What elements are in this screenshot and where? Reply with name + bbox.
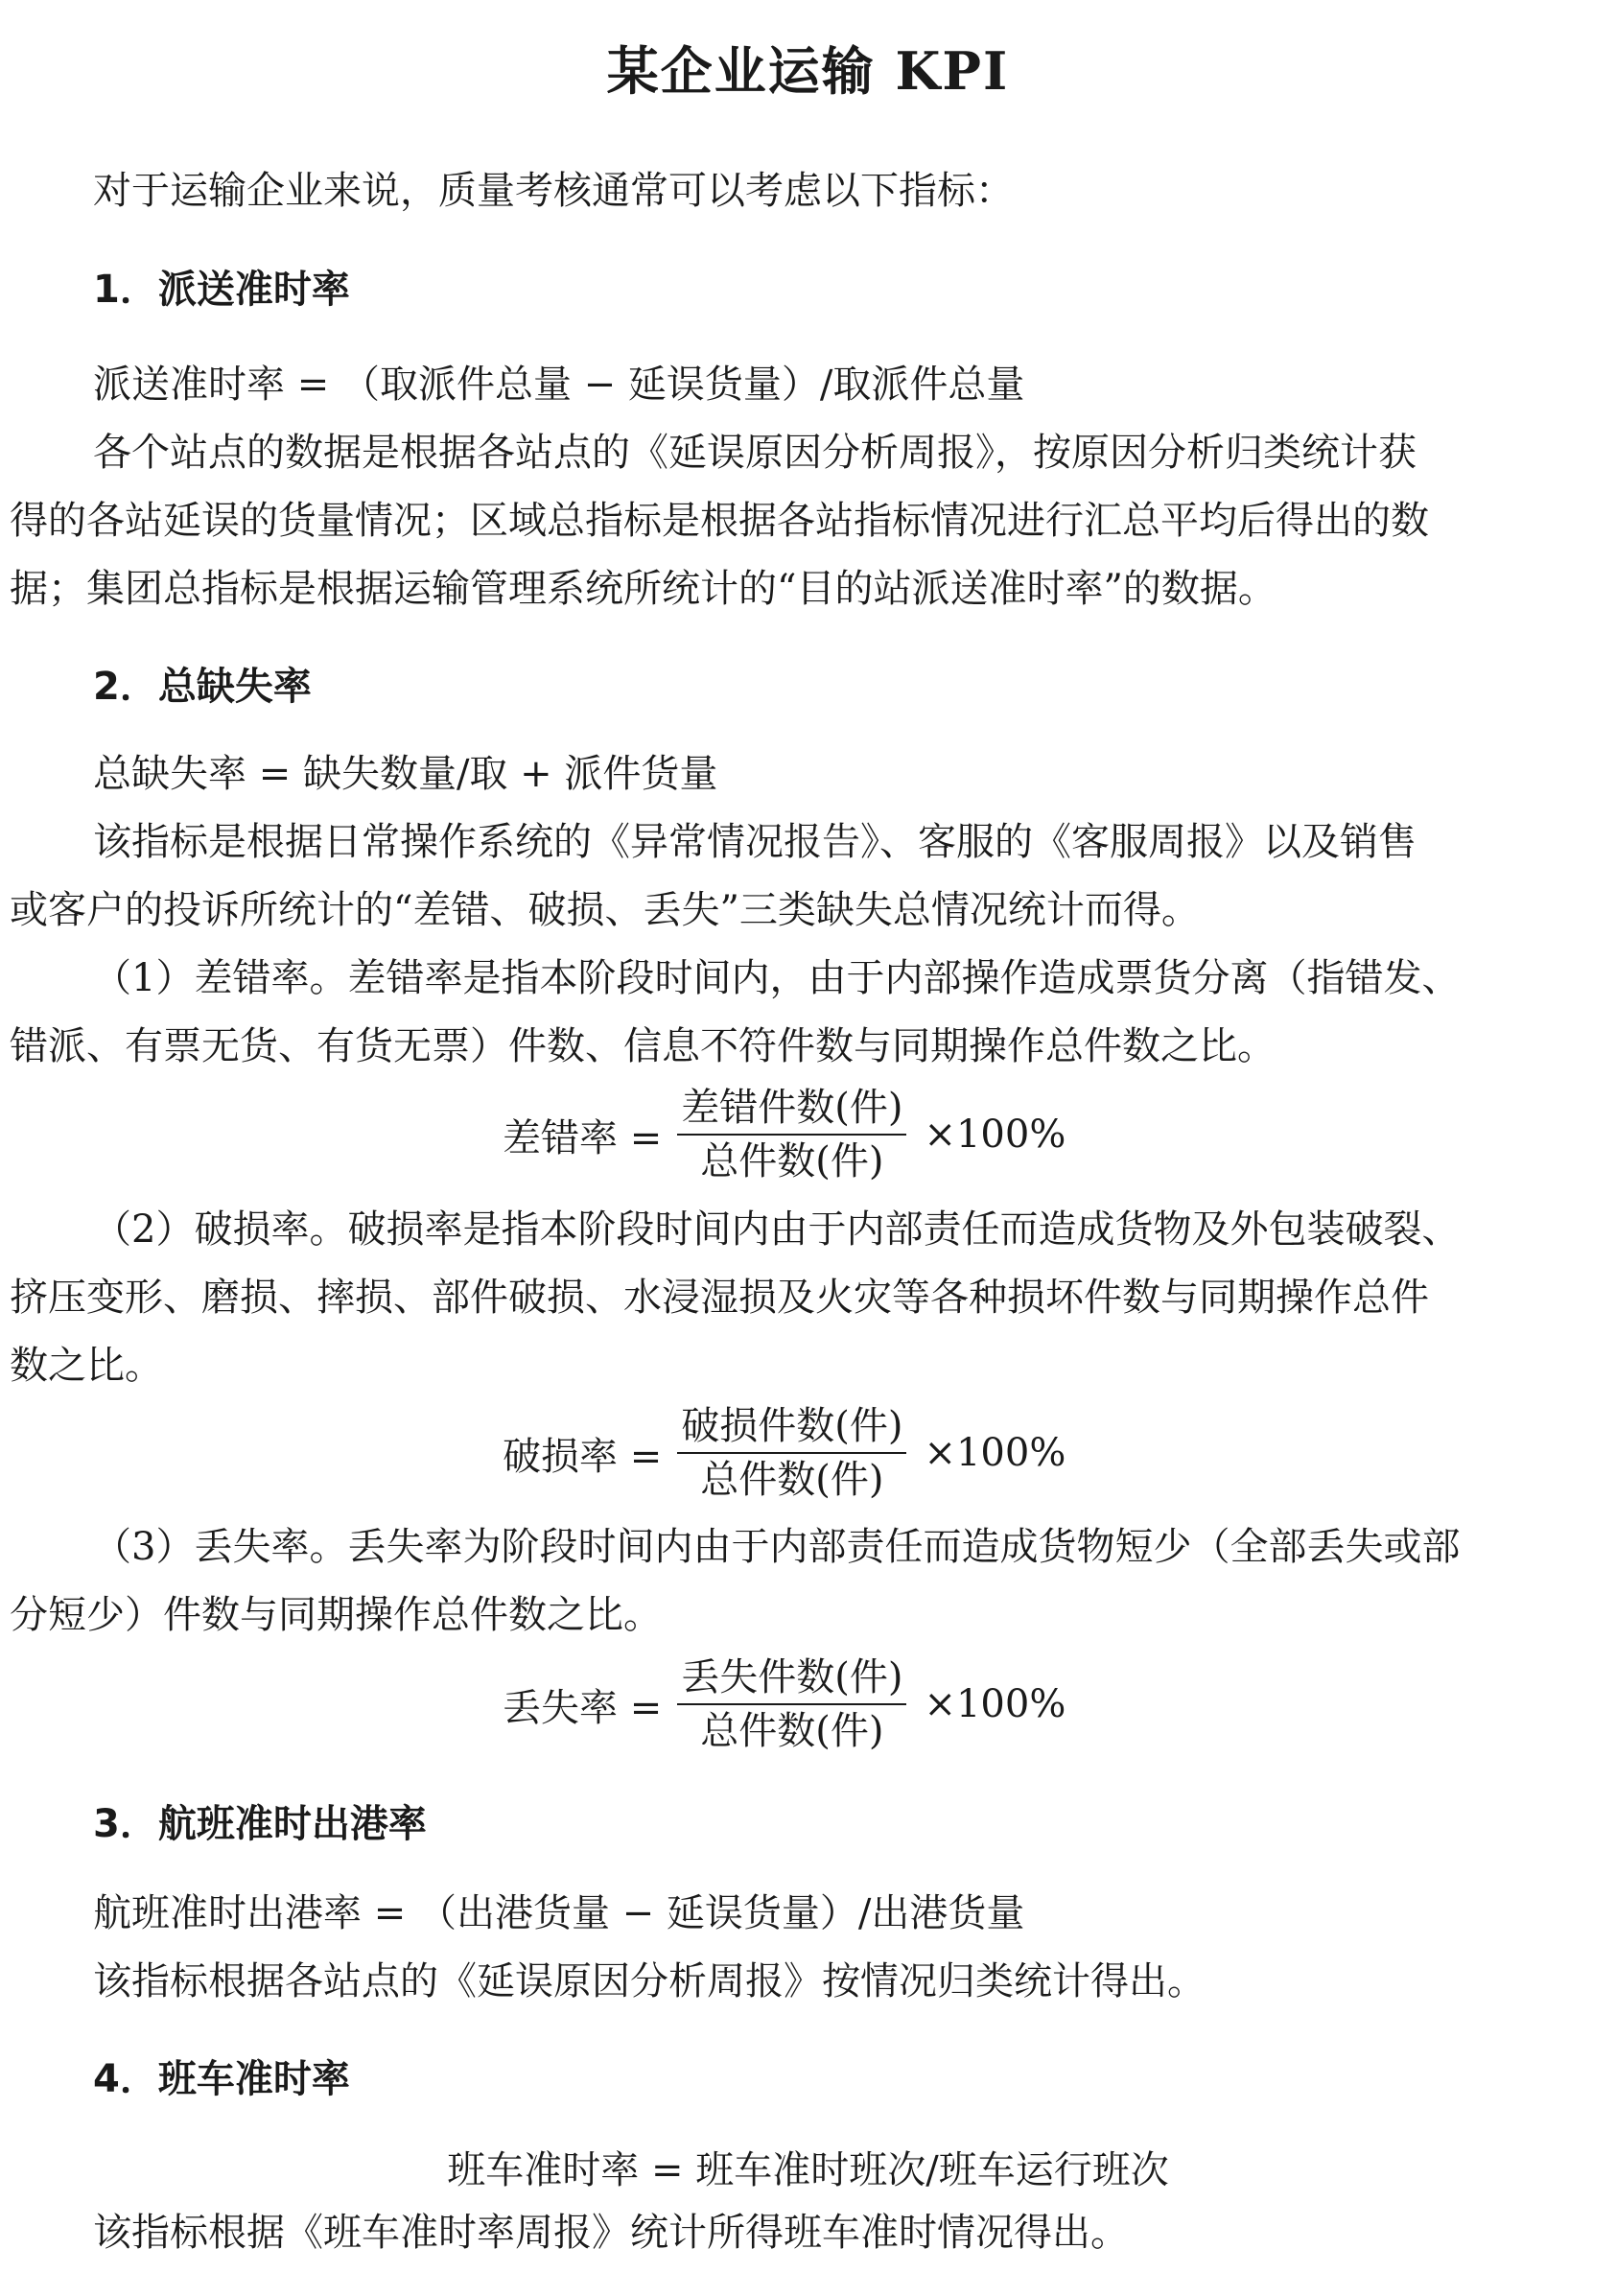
error-rate-formula bbox=[503, 1084, 1066, 1185]
error-rate-multiplier: ×100% bbox=[924, 1113, 1066, 1157]
section-3-formula: 航班准时出港率 = （出港货量 − 延误货量）∕出港货量 bbox=[93, 1891, 1025, 1935]
section-4-formula: 班车准时率 = 班车准时班次∕班车运行班次 bbox=[447, 2148, 1169, 2192]
error-rate-desc-line-2: 错派、有票无货、有货无票）件数、信息不符件数与同期操作总件数之比。 bbox=[10, 1024, 1276, 1068]
section-3-heading: 3．航班准时出港率 bbox=[93, 1802, 427, 1846]
loss-rate-denominator: 总件数(件) bbox=[700, 1709, 884, 1753]
page-title: 某企业运输 KPI bbox=[606, 40, 1010, 102]
section-4-body: 该指标根据《班车准时率周报》统计所得班车准时情况得出。 bbox=[93, 2211, 1129, 2255]
section-1-heading: 1．派送准时率 bbox=[93, 268, 350, 312]
section-1-body-line-2: 得的各站延误的货量情况；区域总指标是根据各站指标情况进行汇总平均后得出的数 bbox=[10, 499, 1429, 543]
section-2-formula: 总缺失率 = 缺失数量∕取 + 派件货量 bbox=[93, 752, 718, 796]
error-rate-formula-lhs: 差错率 = bbox=[503, 1115, 663, 1160]
damage-rate-desc-line-2: 挤压变形、磨损、摔损、部件破损、水浸湿损及火灾等各种损坏件数与同期操作总件 bbox=[10, 1276, 1429, 1320]
section-2-body-line-2: 或客户的投诉所统计的“差错、破损、丢失”三类缺失总情况统计而得。 bbox=[10, 888, 1200, 932]
section-1-body-line-1: 各个站点的数据是根据各站点的《延误原因分析周报》，按原因分析归类统计获 bbox=[93, 431, 1417, 475]
section-1-formula: 派送准时率 = （取派件总量 − 延误货量）∕取派件总量 bbox=[93, 363, 1025, 407]
loss-rate-multiplier: ×100% bbox=[924, 1682, 1066, 1726]
error-rate-desc-line-1: （1）差错率。差错率是指本阶段时间内，由于内部操作造成票货分离（指错发、 bbox=[93, 956, 1461, 1000]
section-4-heading: 4．班车准时率 bbox=[93, 2057, 350, 2101]
damage-rate-formula bbox=[503, 1402, 1066, 1504]
damage-rate-fraction bbox=[677, 1402, 906, 1504]
error-rate-denominator: 总件数(件) bbox=[700, 1139, 884, 1183]
damage-rate-numerator: 破损件数(件) bbox=[677, 1402, 906, 1454]
loss-rate-formula bbox=[503, 1653, 1066, 1755]
loss-rate-numerator: 丢失件数(件) bbox=[677, 1653, 906, 1705]
error-rate-numerator: 差错件数(件) bbox=[677, 1084, 906, 1136]
section-2-heading: 2．总缺失率 bbox=[93, 665, 312, 709]
loss-rate-fraction bbox=[677, 1653, 906, 1755]
intro-paragraph: 对于运输企业来说，质量考核通常可以考虑以下指标： bbox=[93, 169, 1014, 213]
loss-rate-desc-line-2: 分短少）件数与同期操作总件数之比。 bbox=[10, 1593, 662, 1637]
section-3-body: 该指标根据各站点的《延误原因分析周报》按情况归类统计得出。 bbox=[93, 1959, 1206, 2003]
damage-rate-multiplier: ×100% bbox=[924, 1431, 1066, 1475]
loss-rate-formula-lhs: 丢失率 = bbox=[503, 1685, 663, 1730]
damage-rate-denominator: 总件数(件) bbox=[700, 1458, 884, 1502]
damage-rate-formula-lhs: 破损率 = bbox=[503, 1434, 663, 1479]
damage-rate-desc-line-3: 数之比。 bbox=[10, 1344, 163, 1388]
damage-rate-desc-line-1: （2）破损率。破损率是指本阶段时间内由于内部责任而造成货物及外包装破裂、 bbox=[93, 1207, 1461, 1252]
loss-rate-desc-line-1: （3）丢失率。丢失率为阶段时间内由于内部责任而造成货物短少（全部丢失或部 bbox=[93, 1525, 1461, 1569]
section-2-body-line-1: 该指标是根据日常操作系统的《异常情况报告》、客服的《客服周报》以及销售 bbox=[93, 820, 1417, 864]
section-1-body-line-3: 据；集团总指标是根据运输管理系统所统计的“目的站派送准时率”的数据。 bbox=[10, 567, 1276, 611]
error-rate-fraction bbox=[677, 1084, 906, 1185]
